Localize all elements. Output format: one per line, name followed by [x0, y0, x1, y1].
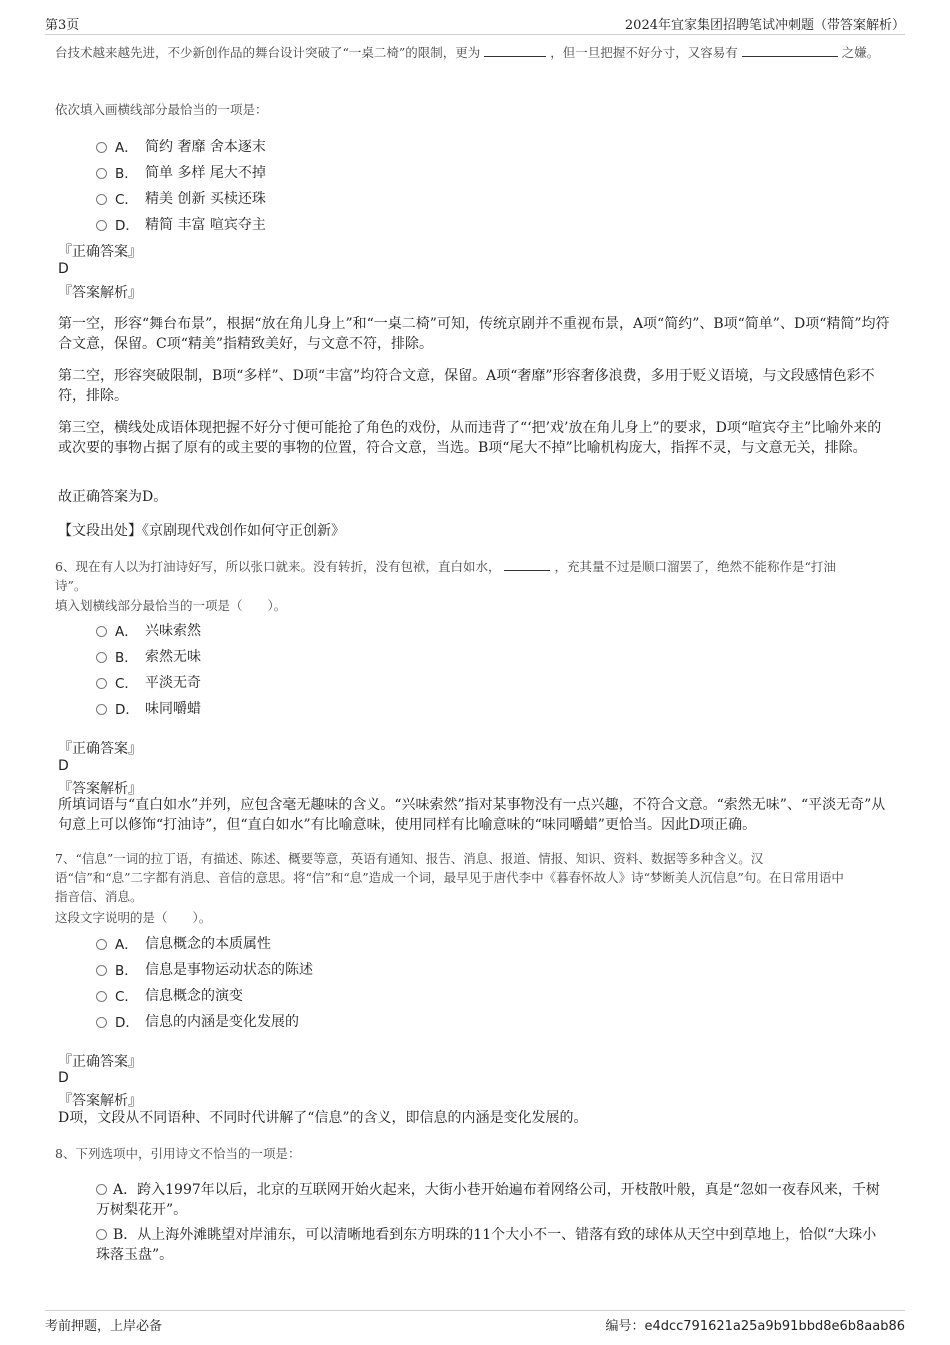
- document-title: 2024年宜家集团招聘笔试冲刺题（带答案解析）: [624, 18, 905, 33]
- q6-stem-part: 6、现在有人以为打油诗好写，所以张口就来。没有转折，没有包袱，直白如水，: [55, 559, 501, 574]
- option-letter: C．: [115, 989, 138, 1005]
- radio-icon[interactable]: [96, 965, 107, 976]
- q5-stem-part: 之嫌。: [841, 45, 880, 60]
- q7-option-b[interactable]: [96, 959, 313, 979]
- q7-stem-line: 语“信”和“息”二字都有消息、音信的意思。将“信”和“息”造成一个词，最早见于唐代李中《暮春怀故人》诗“梦断美人沉信息”句。在日常用语中: [55, 870, 844, 885]
- option-text: 味同嚼蜡: [145, 701, 201, 717]
- option-letter: C．: [115, 192, 138, 208]
- footer-slogan: 考前押题，上岸必备: [45, 1319, 163, 1334]
- q7-stem-line: 指音信、消息。: [55, 889, 143, 904]
- q8-stem: 8、下列选项中，引用诗文不恰当的一项是：: [55, 1146, 301, 1161]
- footer-divider: [45, 1310, 905, 1311]
- radio-icon[interactable]: [96, 991, 107, 1002]
- radio-icon[interactable]: [96, 704, 107, 715]
- q5-stem-part: 台技术越来越先进，不少新创作品的舞台设计突破了“一桌二椅”的限制，更为: [55, 45, 481, 60]
- q5-option-b[interactable]: [96, 162, 266, 182]
- radio-icon[interactable]: [96, 168, 107, 179]
- q7-analysis: D项，文段从不同语种、不同时代讲解了“信息”的含义，即信息的内涵是变化发展的。: [58, 1110, 588, 1126]
- radio-icon[interactable]: [96, 678, 107, 689]
- option-text: 从上海外滩眺望对岸浦东，可以清晰地看到东方明珠的11个大小不一、错落有致的球体从天空中到草地上，恰似“大珠小珠落玉盘”。: [96, 1227, 877, 1263]
- q7-prompt: 这段文字说明的是（ ）。: [55, 910, 212, 925]
- option-letter: D．: [115, 702, 139, 718]
- option-letter: D．: [115, 218, 139, 234]
- q5-source: 【文段出处】《京剧现代戏创作如何守正创新》: [58, 523, 345, 539]
- q7-option-a[interactable]: [96, 933, 271, 953]
- radio-icon[interactable]: [96, 1184, 107, 1195]
- q7-analysis-label: 『答案解析』: [58, 1093, 142, 1109]
- option-text: 平淡无奇: [145, 675, 201, 691]
- q6-prompt: 填入划横线部分最恰当的一项是（ ）。: [55, 598, 287, 613]
- option-letter: A．: [113, 1182, 138, 1198]
- q6-answer-label: 『正确答案』: [58, 741, 142, 757]
- q5-analysis-p4: 故正确答案为D。: [58, 489, 168, 505]
- blank-line: [504, 570, 550, 571]
- radio-icon[interactable]: [96, 220, 107, 231]
- option-text: 信息的内涵是变化发展的: [145, 1014, 299, 1030]
- q8-option-b[interactable]: [96, 1225, 886, 1265]
- option-text: 简约 奢靡 舍本逐末: [145, 139, 266, 155]
- footer-code-label: 编号：: [605, 1319, 645, 1334]
- q6-stem-part: 诗”。: [55, 578, 87, 593]
- q5-option-a[interactable]: [96, 136, 266, 156]
- q5-answer: D: [58, 261, 69, 277]
- option-text: 兴味索然: [145, 623, 201, 639]
- option-letter: A．: [115, 937, 138, 953]
- option-text: 精简 丰富 喧宾夺主: [145, 217, 266, 233]
- q6-analysis-label: 『答案解析』: [58, 781, 142, 797]
- q6-option-b[interactable]: [96, 646, 201, 666]
- q7-stem-line: 7、“信息”一词的拉丁语，有描述、陈述、概要等意，英语有通知、报告、消息、报道、情报、知识、资料、数据等多种含义。汉: [55, 851, 764, 866]
- page-number: 第3页: [45, 18, 80, 33]
- q7-answer-label: 『正确答案』: [58, 1054, 142, 1070]
- radio-icon[interactable]: [96, 194, 107, 205]
- q6-option-c[interactable]: [96, 672, 201, 692]
- radio-icon[interactable]: [96, 142, 107, 153]
- q5-prompt: 依次填入画横线部分最恰当的一项是：: [55, 102, 268, 117]
- q5-analysis-p3: 第三空，横线处成语体现把握不好分寸便可能抢了角色的戏份，从而违背了“‘把’戏’放在角儿身上”的要求，D项“喧宾夺主”比喻外来的或次要的事物占据了原有的或主要的事物的位置，符合文意，当选。B项“尾大不掉”比喻机构庞大，指挥不灵，与文意无关，排除。: [58, 420, 882, 456]
- radio-icon[interactable]: [96, 939, 107, 950]
- header-divider: [45, 34, 905, 35]
- radio-icon[interactable]: [96, 626, 107, 637]
- option-text: 跨入1997年以后，北京的互联网开始火起来，大街小巷开始遍布着网络公司，开枝散叶般，真是“忽如一夜春风来，千树万树梨花开”。: [96, 1182, 880, 1218]
- blank-line: [484, 56, 546, 57]
- option-letter: B．: [115, 963, 138, 979]
- q5-analysis-label: 『答案解析』: [58, 285, 142, 301]
- option-letter: C．: [115, 676, 138, 692]
- blank-line: [742, 56, 838, 57]
- q6-option-d[interactable]: [96, 698, 201, 718]
- footer-code-value: e4dcc791621a25a9b91bbd8e6b8aab86: [644, 1319, 905, 1334]
- q7-option-c[interactable]: [96, 985, 243, 1005]
- q6-stem-part: ，充其量不过是顺口溜罢了，绝然不能称作是“打油: [554, 559, 836, 574]
- option-letter: A．: [115, 140, 138, 156]
- q8-option-a[interactable]: [96, 1180, 886, 1220]
- option-text: 精美 创新 买椟还珠: [145, 191, 266, 207]
- option-text: 信息是事物运动状态的陈述: [145, 962, 313, 978]
- radio-icon[interactable]: [96, 1229, 107, 1240]
- q5-answer-label: 『正确答案』: [58, 244, 142, 260]
- q5-analysis-p2: 第二空，形容突破限制，B项“多样”、D项“丰富”均符合文意，保留。A项“奢靡”形容奢侈浪费，多用于贬义语境，与文段感情色彩不符，排除。: [58, 368, 875, 404]
- option-text: 信息概念的本质属性: [145, 936, 271, 952]
- q6-option-a[interactable]: [96, 620, 201, 640]
- q7-answer: D: [58, 1070, 69, 1086]
- q5-option-c[interactable]: [96, 188, 266, 208]
- option-text: 信息概念的演变: [145, 988, 243, 1004]
- q6-stem: [55, 557, 895, 595]
- q5-analysis-p1: 第一空，形容“舞台布景”，根据“放在角儿身上”和“一桌二椅”可知，传统京剧并不重视布景，A项“简约”、B项“简单”、D项“精简”均符合文意，保留。C项“精美”指精致美好，与文意不符，排除。: [58, 316, 890, 352]
- radio-icon[interactable]: [96, 652, 107, 663]
- option-letter: B．: [113, 1227, 138, 1243]
- option-text: 简单 多样 尾大不掉: [145, 165, 266, 181]
- option-letter: D．: [115, 1015, 139, 1031]
- q7-option-d[interactable]: [96, 1011, 299, 1031]
- q5-stem: [55, 43, 895, 62]
- option-letter: B．: [115, 166, 138, 182]
- q5-stem-part: ，但一旦把握不好分寸，又容易有: [550, 45, 738, 60]
- q6-analysis: 所填词语与“直白如水”并列，应包含毫无趣味的含义。“兴味索然”指对某事物没有一点兴趣，不符合文意。“索然无味”、“平淡无奇”从句意上可以修饰“打油诗”，但“直白如水”有比喻意味，使用同样有比喻意味的“味同嚼蜡”更恰当。因此D项正确。: [58, 797, 886, 833]
- option-letter: B．: [115, 650, 138, 666]
- q6-answer: D: [58, 758, 69, 774]
- option-text: 索然无味: [145, 649, 201, 665]
- option-letter: A．: [115, 624, 138, 640]
- q7-stem: [55, 849, 905, 906]
- q5-option-d[interactable]: [96, 214, 266, 234]
- footer-code: [605, 1315, 905, 1334]
- radio-icon[interactable]: [96, 1017, 107, 1028]
